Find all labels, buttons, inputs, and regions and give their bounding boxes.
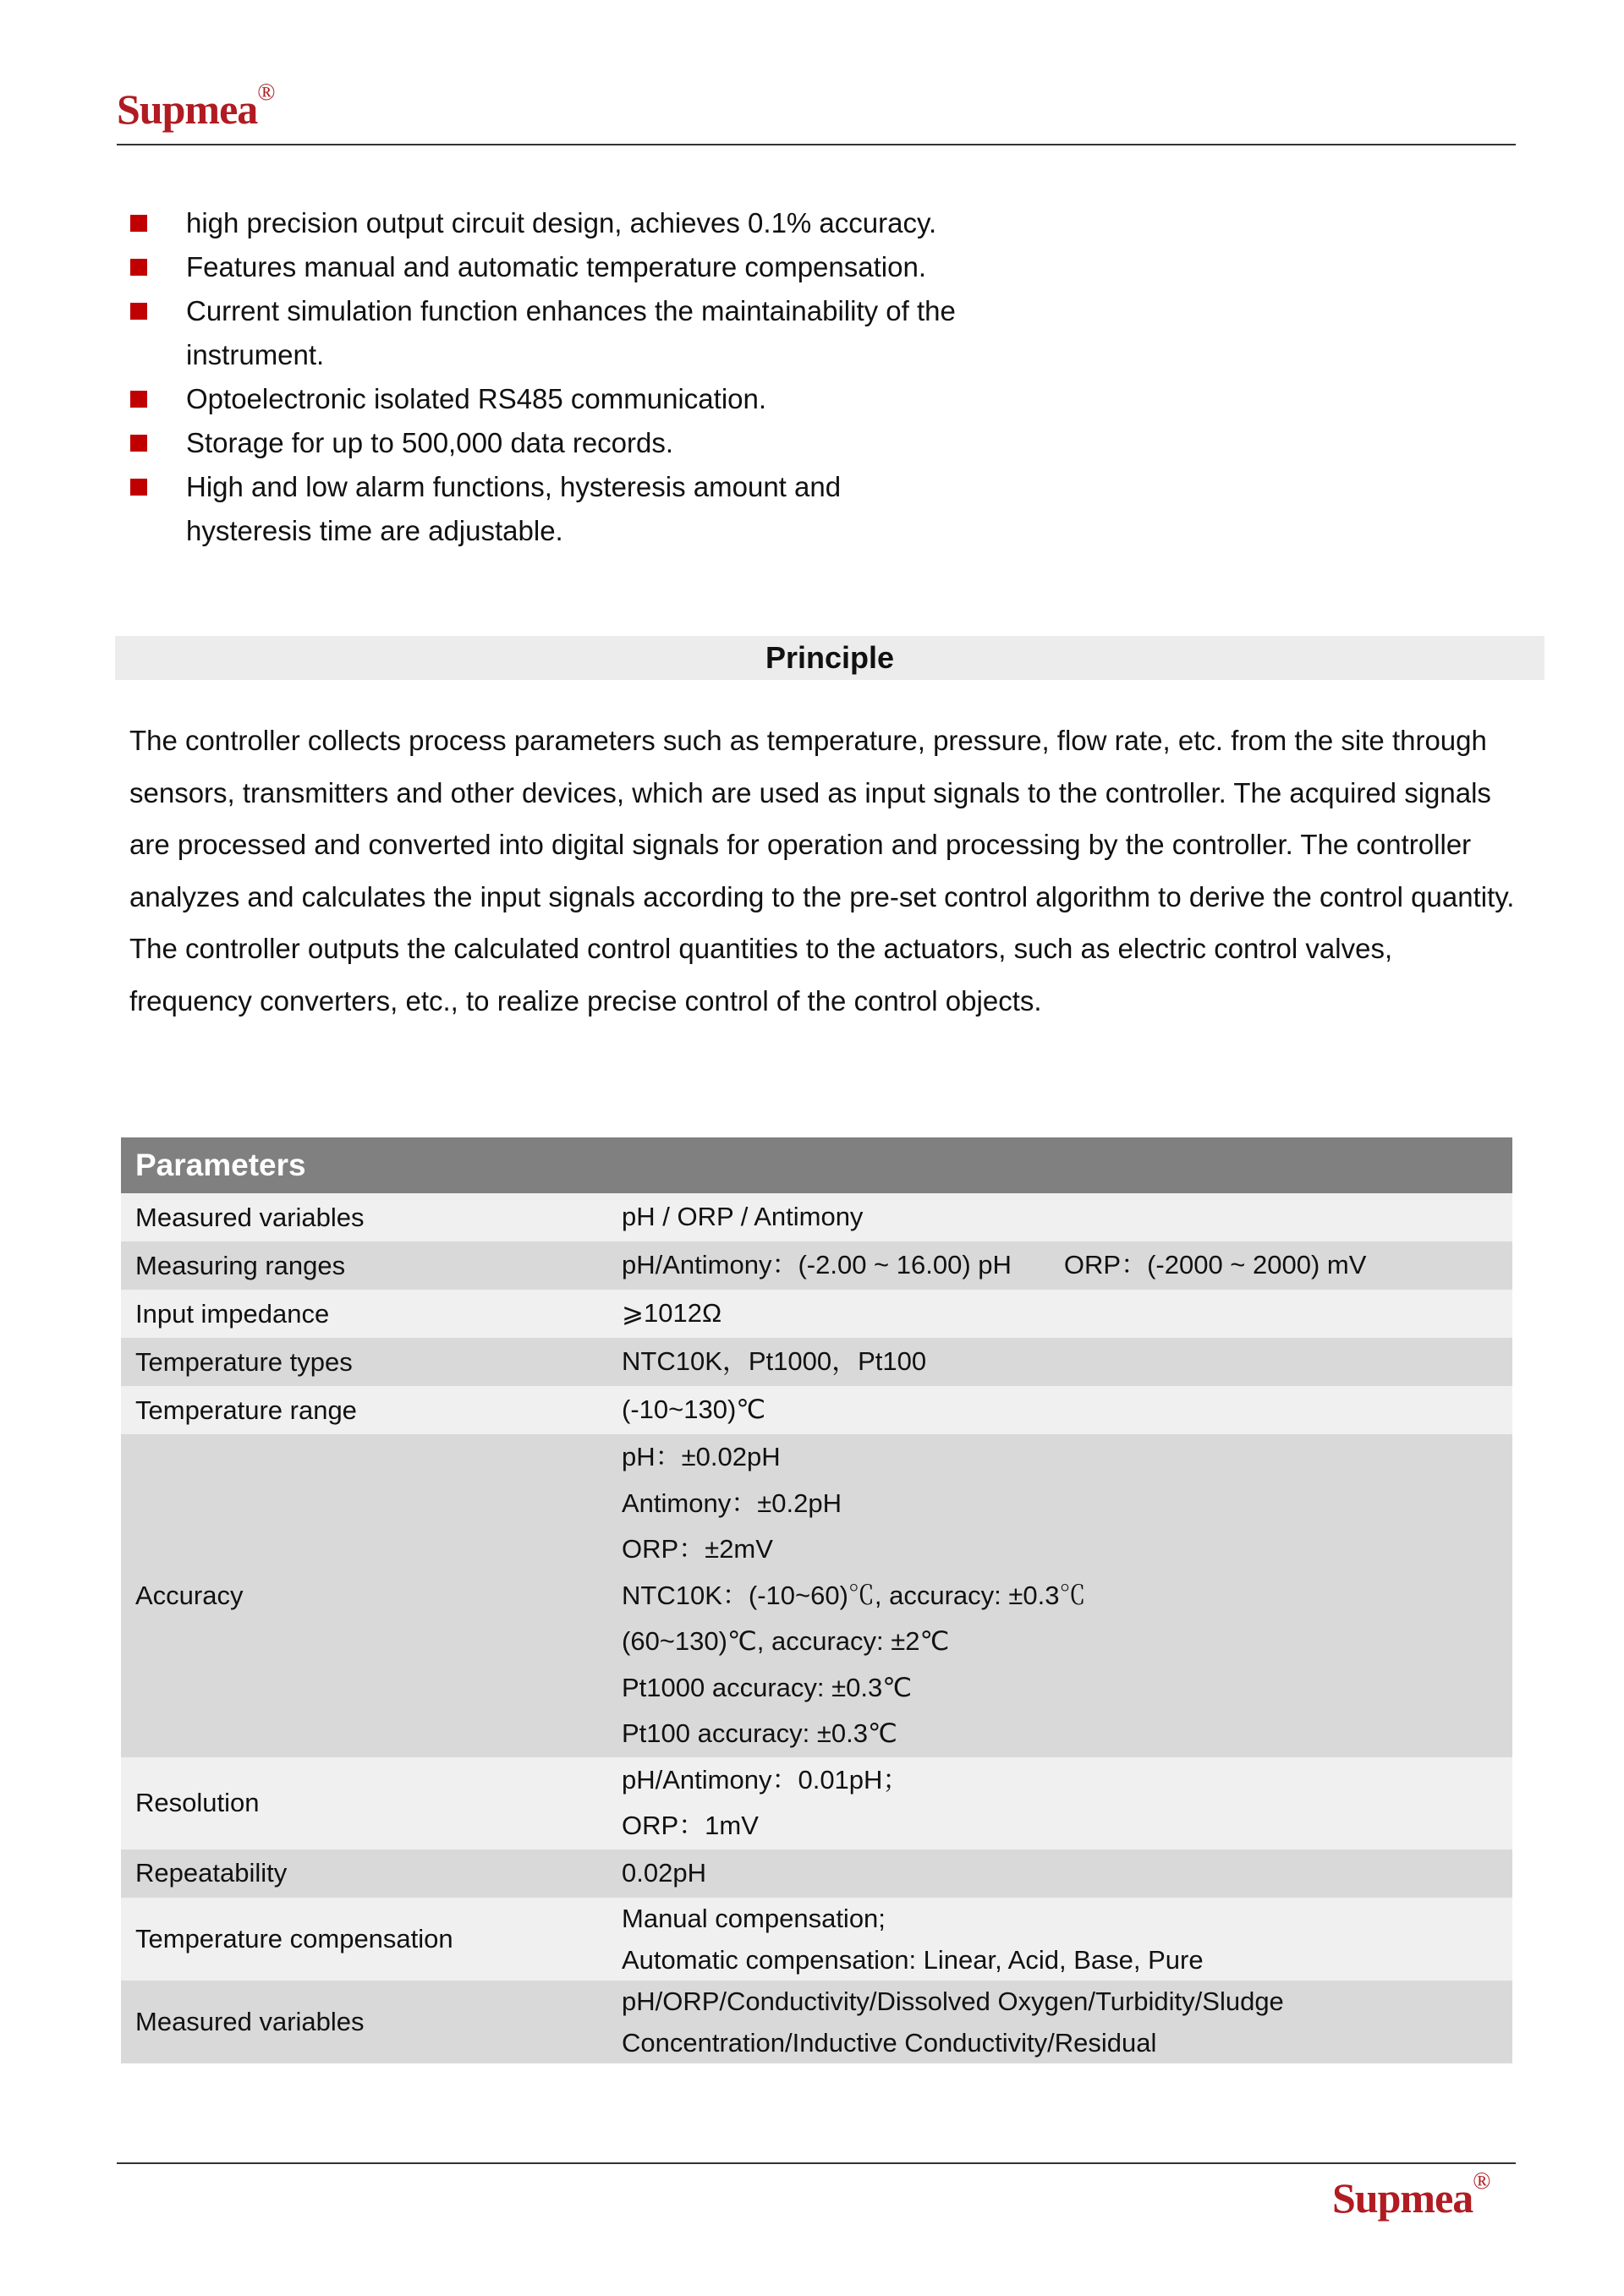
- bullet-square-icon: [130, 303, 147, 320]
- param-value-line: pH/Antimony：(-2.00 ~ 16.00) pH ORP：(-2000 ~ 2000) mV: [622, 1250, 1367, 1280]
- param-value: [622, 1241, 1512, 1290]
- table-row: [121, 1241, 1512, 1290]
- param-value-line: 0.02pH: [622, 1857, 706, 1888]
- feature-text: High and low alarm functions, hysteresis amount and hysteresis time are adjustable.: [186, 471, 842, 546]
- registered-mark: ®: [1473, 2168, 1490, 2195]
- param-value: [622, 1898, 1512, 1981]
- table-row: [121, 1386, 1512, 1434]
- table-row: [121, 1338, 1512, 1386]
- principle-heading: Principle: [115, 636, 1544, 680]
- param-value-line: (-10~130)℃: [622, 1395, 766, 1425]
- footer-logo: [1332, 2168, 1490, 2222]
- header-divider: [117, 144, 1516, 145]
- feature-item: [127, 465, 973, 553]
- bullet-square-icon: [130, 259, 147, 276]
- param-value-line: Concentration/Inductive Conductivity/Residual: [622, 2027, 1157, 2058]
- registered-mark: ®: [257, 79, 275, 106]
- bullet-square-icon: [130, 215, 147, 232]
- param-label: Measuring ranges: [121, 1241, 622, 1290]
- feature-item: [127, 289, 973, 377]
- parameters-heading: Parameters: [121, 1137, 1512, 1193]
- feature-text: Storage for up to 500,000 data records.: [186, 427, 674, 458]
- param-value-line: Antimony：±0.2pH: [622, 1488, 842, 1518]
- bullet-square-icon: [130, 391, 147, 408]
- feature-text: Features manual and automatic temperature compensation.: [186, 251, 926, 282]
- feature-item: [127, 201, 973, 245]
- param-value-line: ORP：1mV: [622, 1811, 759, 1840]
- logo-text: Supmea: [1332, 2174, 1473, 2222]
- header-logo: [117, 79, 275, 134]
- feature-text: Current simulation function enhances the maintainability of the instrument.: [186, 295, 956, 370]
- param-value-line: (60~130)℃, accuracy: ±2℃: [622, 1626, 950, 1656]
- feature-list: [127, 201, 973, 553]
- table-row: [121, 1757, 1512, 1849]
- table-row: [121, 1290, 1512, 1338]
- feature-item: [127, 245, 973, 289]
- param-value: [622, 1757, 1512, 1849]
- param-value: [622, 1290, 1512, 1338]
- param-value-line: Automatic compensation: Linear, Acid, Base, Pure: [622, 1944, 1204, 1975]
- param-value-line: pH/ORP/Conductivity/Dissolved Oxygen/Turbidity/Sludge: [622, 1986, 1284, 2016]
- param-value: [622, 1981, 1512, 2063]
- param-value-line: pH/Antimony：0.01pH；: [622, 1764, 909, 1795]
- param-value: [622, 1849, 1512, 1898]
- parameters-table: [121, 1137, 1512, 2063]
- table-row: [121, 1849, 1512, 1898]
- param-value: [622, 1386, 1512, 1434]
- feature-text: Optoelectronic isolated RS485 communication.: [186, 383, 767, 414]
- feature-item: [127, 377, 973, 421]
- param-label: Temperature range: [121, 1386, 622, 1434]
- logo-text: Supmea: [117, 85, 258, 133]
- param-value-line: ORP：±2mV: [622, 1534, 773, 1564]
- table-row: [121, 1981, 1512, 2063]
- param-label: Accuracy: [121, 1434, 622, 1757]
- param-label: Resolution: [121, 1757, 622, 1849]
- param-value: [622, 1338, 1512, 1386]
- param-value-line: NTC10K，Pt1000，Pt100: [622, 1346, 927, 1377]
- param-label: Repeatability: [121, 1849, 622, 1898]
- param-value-line: pH / ORP / Antimony: [622, 1202, 864, 1232]
- feature-text: high precision output circuit design, achieves 0.1% accuracy.: [186, 207, 937, 238]
- param-value-line: NTC10K：(-10~60)℃, accuracy: ±0.3℃: [622, 1580, 1086, 1610]
- param-value: [622, 1434, 1512, 1757]
- param-label: Temperature compensation: [121, 1898, 622, 1981]
- table-row: [121, 1193, 1512, 1241]
- param-label: Measured variables: [121, 1193, 622, 1241]
- bullet-square-icon: [130, 479, 147, 496]
- footer-divider: [117, 2162, 1516, 2164]
- param-value-line: Pt100 accuracy: ±0.3℃: [622, 1718, 897, 1748]
- param-label: Input impedance: [121, 1290, 622, 1338]
- param-value-line: Pt1000 accuracy: ±0.3℃: [622, 1672, 913, 1702]
- principle-text: The controller collects process parameters such as temperature, pressure, flow rate, etc. from the site through sensors, transmitters and other devices, which are used as input signals to the controller. The acquired signals are processed and converted into digital signals for operation and processing by the controller. The controller analyzes and calculates the input signals according to the pre-set control algorithm to derive the control quantity. The controller outputs the calculated control quantities to the actuators, such as electric control valves, frequency converters, etc., to realize precise control of the control objects.: [129, 725, 1515, 1016]
- param-value-line: ⩾1012Ω: [622, 1298, 722, 1329]
- param-label: Measured variables: [121, 1981, 622, 2063]
- param-value-line: pH：±0.02pH: [622, 1442, 781, 1471]
- bullet-square-icon: [130, 435, 147, 452]
- param-value-line: Manual compensation;: [622, 1903, 886, 1933]
- feature-item: [127, 421, 973, 465]
- param-value: [622, 1193, 1512, 1241]
- param-label: Temperature types: [121, 1338, 622, 1386]
- table-row: [121, 1898, 1512, 1981]
- table-row: [121, 1434, 1512, 1757]
